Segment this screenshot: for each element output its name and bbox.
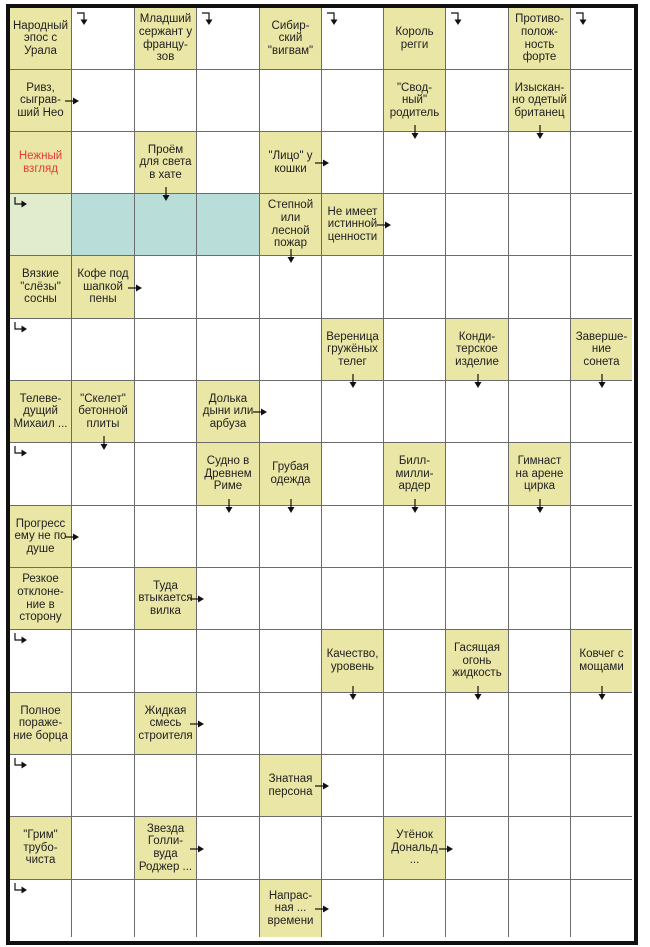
clue-cell [10,8,72,70]
answer-cell[interactable] [571,443,632,506]
clue-text: Нежный взгляд [18,149,63,175]
answer-cell[interactable] [446,693,509,755]
answer-cell[interactable] [446,755,509,817]
answer-cell[interactable] [135,506,197,568]
clue-text: Изыскан- но одетый британец [512,81,567,119]
answer-cell[interactable] [509,693,571,755]
answer-cell[interactable] [571,693,632,755]
clue-cell [135,568,197,630]
answer-cell[interactable] [10,755,72,817]
answer-cell[interactable] [10,319,72,381]
clue-cell [384,817,446,880]
answer-cell[interactable] [72,319,135,381]
answer-cell[interactable] [509,880,571,937]
answer-cell[interactable] [260,568,322,630]
answer-cell[interactable] [446,817,509,880]
answer-cell[interactable] [197,8,260,70]
answer-cell[interactable] [72,70,135,132]
answer-cell[interactable] [197,506,260,568]
clue-text: Кофе под шапкой пены [77,268,129,306]
answer-cell[interactable] [322,381,384,443]
answer-cell[interactable] [509,132,571,194]
clue-cell [10,817,72,880]
clue-text: Прогресс ему не по душе [14,517,67,555]
answer-cell[interactable] [260,506,322,568]
clue-text: Народный эпос с Урала [13,19,68,57]
clue-text: Вереница гружёных телег [326,330,379,368]
clue-text: Напрас- ная ... времени [267,889,314,927]
answer-cell[interactable] [197,319,260,381]
answer-cell[interactable] [197,256,260,319]
clue-cell [10,70,72,132]
answer-cell[interactable] [446,194,509,256]
answer-cell[interactable] [135,381,197,443]
clue-cell [10,693,72,755]
answer-cell[interactable] [384,256,446,319]
answer-cell[interactable] [72,568,135,630]
clue-cell [260,8,322,70]
answer-cell[interactable] [384,568,446,630]
answer-cell[interactable] [322,755,384,817]
clue-cell [135,693,197,755]
clue-text: Телеве- дущий Михаил ... [13,392,68,430]
clue-text: Ковчег с мощами [579,648,624,673]
answer-cell[interactable] [197,693,260,755]
clue-text: "Скелет" бетонной плиты [78,392,128,430]
clue-cell [322,194,384,256]
clue-text: Конди- терское изделие [455,330,499,368]
answer-cell[interactable] [446,880,509,937]
answer-cell[interactable] [384,506,446,568]
answer-cell[interactable] [72,630,135,693]
answer-cell[interactable] [260,817,322,880]
answer-cell[interactable] [384,132,446,194]
answer-cell[interactable] [446,70,509,132]
clue-cell [135,132,197,194]
answer-cell[interactable] [10,880,72,937]
clue-text: Гимнаст на арене цирка [515,455,564,493]
clue-cell [10,132,72,194]
answer-cell[interactable] [322,817,384,880]
answer-cell[interactable] [135,256,197,319]
answer-cell[interactable] [446,256,509,319]
answer-cell[interactable] [446,506,509,568]
clue-text: Степной или лесной пожар [267,199,314,250]
answer-cell[interactable] [384,194,446,256]
clue-cell [260,443,322,506]
clue-text: Знатная персона [268,772,313,798]
answer-cell[interactable] [571,132,632,194]
clue-cell [197,443,260,506]
clue-cell [384,443,446,506]
clue-cell [135,8,197,70]
answer-cell[interactable] [509,381,571,443]
answer-cell[interactable] [322,70,384,132]
clue-cell [135,817,197,880]
answer-cell[interactable] [135,755,197,817]
clue-cell [446,319,509,381]
clue-cell [260,880,322,937]
clue-cell [571,630,632,693]
answer-cell[interactable] [384,755,446,817]
clue-text: Туда втыкается вилка [138,579,193,617]
answer-cell[interactable] [571,8,632,70]
clue-text: Жидкая смесь строителя [138,704,193,742]
answer-cell[interactable] [135,70,197,132]
clue-cell [384,70,446,132]
answer-cell[interactable] [72,817,135,880]
answer-cell[interactable] [322,8,384,70]
answer-cell[interactable] [260,381,322,443]
answer-cell[interactable] [322,443,384,506]
clue-text: Качество, уровень [326,648,379,673]
clue-cell [509,70,571,132]
answer-cell[interactable] [509,755,571,817]
answer-cell[interactable] [571,506,632,568]
answer-cell[interactable] [260,256,322,319]
answer-cell[interactable] [135,319,197,381]
answer-cell[interactable] [260,319,322,381]
answer-cell[interactable] [384,693,446,755]
clue-text: "Свод- ный" родитель [389,81,440,119]
clue-text: Сибир- ский "вигвам" [267,19,314,57]
clue-cell [446,630,509,693]
clue-text: Противо- полож- ность форте [515,13,564,64]
answer-cell[interactable] [509,506,571,568]
clue-text: Гасящая огонь жидкость [452,642,502,680]
clue-text: Судно в Древнем Риме [204,455,252,493]
answer-cell[interactable] [571,568,632,630]
answer-cell[interactable] [197,568,260,630]
answer-cell[interactable] [384,630,446,693]
answer-cell[interactable] [446,132,509,194]
clue-cell [509,443,571,506]
answer-cell[interactable] [197,630,260,693]
clue-text: Звезда Голли- вуда Роджер ... [138,822,193,873]
answer-cell[interactable] [571,381,632,443]
answer-cell[interactable] [72,132,135,194]
answer-cell[interactable] [571,194,632,256]
clue-text: Король регги [395,25,434,51]
answer-cell[interactable] [446,443,509,506]
answer-cell[interactable] [72,693,135,755]
answer-cell[interactable] [509,568,571,630]
answer-cell[interactable] [571,817,632,880]
clue-cell [260,194,322,256]
answer-cell-highlighted[interactable] [72,194,135,256]
clue-text: Заверше- ние сонета [575,330,628,368]
answer-cell[interactable] [446,8,509,70]
clue-text: Проём для света в хате [139,143,192,181]
clue-cell [197,381,260,443]
clue-cell [10,381,72,443]
answer-cell[interactable] [10,630,72,693]
answer-cell[interactable] [322,132,384,194]
answer-cell[interactable] [571,256,632,319]
clue-cell [571,319,632,381]
answer-cell[interactable] [72,755,135,817]
answer-cell[interactable] [260,693,322,755]
answer-cell[interactable] [260,70,322,132]
answer-cell[interactable] [509,630,571,693]
answer-cell[interactable] [322,256,384,319]
answer-cell[interactable] [197,817,260,880]
clue-text: Не имеет истинной ценности [327,205,378,243]
clue-cell [260,132,322,194]
clue-cell [260,755,322,817]
answer-cell[interactable] [135,880,197,937]
answer-cell[interactable] [197,70,260,132]
answer-cell-highlighted[interactable] [197,194,260,256]
answer-cell[interactable] [446,568,509,630]
answer-cell[interactable] [197,132,260,194]
answer-cell[interactable] [509,817,571,880]
answer-cell[interactable] [322,568,384,630]
clue-text: Вязкие "слёзы" сосны [20,268,61,306]
answer-cell[interactable] [135,630,197,693]
answer-cell[interactable] [446,381,509,443]
clue-text: Ривз, сыграв- ший Нео [17,81,64,119]
clue-text: Долька дыни или арбуза [202,392,254,430]
answer-cell[interactable] [72,8,135,70]
clue-text: Резкое отклоне- ние в сторону [17,573,64,624]
crossword-grid [6,4,638,945]
clue-cell [10,256,72,319]
answer-cell[interactable] [509,256,571,319]
answer-cell[interactable] [72,880,135,937]
answer-cell[interactable] [571,755,632,817]
answer-cell[interactable] [384,319,446,381]
clue-text: Младший сержант у францу- зов [138,13,193,64]
clue-cell [10,506,72,568]
clue-cell [384,8,446,70]
clue-cell [509,8,571,70]
answer-cell[interactable] [322,506,384,568]
answer-cell[interactable] [384,880,446,937]
answer-cell[interactable] [135,443,197,506]
answer-cell-highlighted[interactable] [135,194,197,256]
answer-cell[interactable] [197,880,260,937]
clue-cell [322,319,384,381]
answer-cell[interactable] [509,319,571,381]
clue-cell [322,630,384,693]
clue-text: "Лицо" у кошки [268,149,313,175]
answer-cell[interactable] [571,70,632,132]
clue-cell [10,568,72,630]
answer-cell[interactable] [509,194,571,256]
answer-cell[interactable] [384,381,446,443]
answer-cell[interactable] [322,880,384,937]
answer-cell-highlighted[interactable] [10,194,72,256]
clue-cell [72,256,135,319]
clue-text: Полное пораже- ние борца [13,704,68,742]
answer-cell[interactable] [72,443,135,506]
answer-cell[interactable] [10,443,72,506]
clue-text: Билл- милли- ардер [395,455,434,493]
clue-cell [72,381,135,443]
clue-text: "Грим" трубо- чиста [23,829,58,867]
answer-cell[interactable] [260,630,322,693]
answer-cell[interactable] [72,506,135,568]
clue-text: Грубая одежда [270,461,311,486]
answer-cell[interactable] [571,880,632,937]
clue-text: Утёнок Дональд ... [391,829,438,867]
answer-cell[interactable] [197,755,260,817]
answer-cell[interactable] [322,693,384,755]
